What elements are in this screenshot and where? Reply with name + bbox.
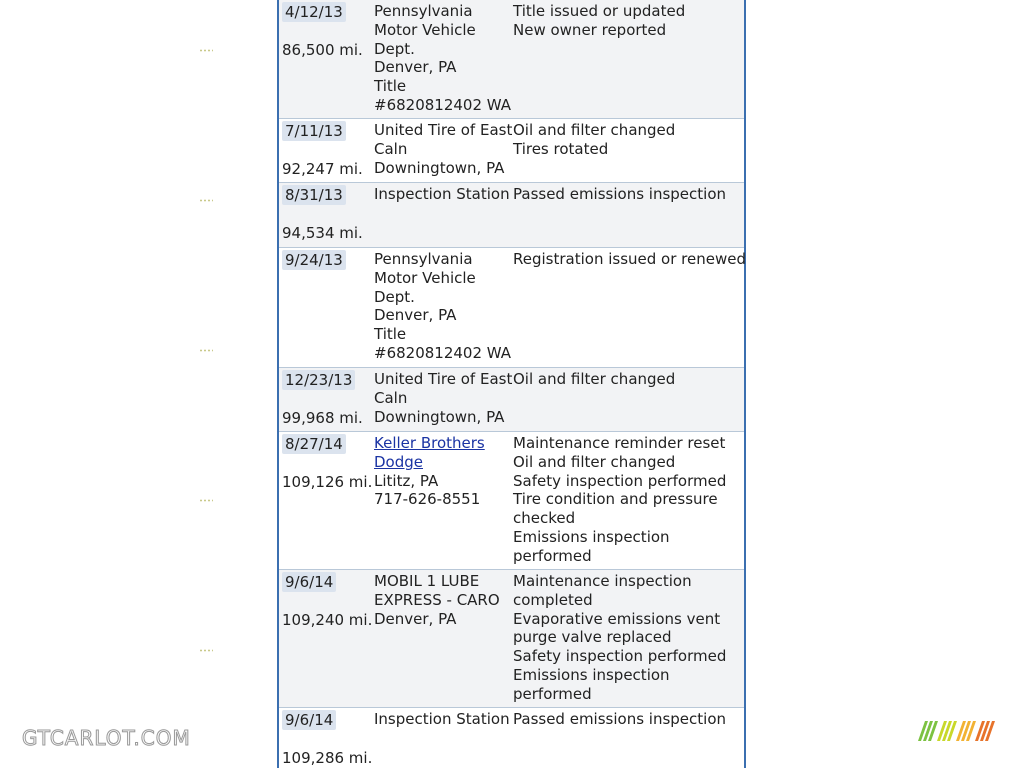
- record-details: [513, 572, 743, 704]
- detail-line: Safety inspection performed: [513, 647, 727, 666]
- side-dot: [199, 49, 213, 52]
- source-line: MOBIL 1 LUBE: [374, 572, 480, 590]
- record-mileage: 109,286 mi.: [282, 749, 373, 767]
- record-source: [374, 370, 514, 426]
- detail-line: Tire condition and pressure: [513, 490, 718, 509]
- record-source: [374, 185, 514, 204]
- record-details: [513, 2, 743, 40]
- record-date-column: [281, 570, 373, 707]
- source-line: Caln: [374, 388, 408, 407]
- record-date: 8/27/14: [282, 434, 346, 454]
- source-line: Inspection Station: [374, 710, 510, 728]
- vehicle-history-table: [277, 0, 746, 768]
- brand-logo-icon: [918, 720, 998, 742]
- record-source: [374, 434, 514, 509]
- record-source: [374, 121, 514, 177]
- dealer-link[interactable]: Dodge: [374, 452, 423, 471]
- detail-line: completed: [513, 590, 593, 609]
- detail-line: Oil and filter changed: [513, 370, 676, 388]
- source-line: Title: [374, 77, 407, 96]
- detail-line: Maintenance inspection: [513, 572, 692, 590]
- source-line: Downingtown, PA: [374, 158, 505, 177]
- record-source: [374, 572, 514, 628]
- record-mileage: 92,247 mi.: [282, 160, 363, 178]
- record-details: [513, 121, 743, 159]
- record-date: 9/6/14: [282, 572, 336, 592]
- record-date-column: [281, 432, 373, 569]
- record-mileage: 99,968 mi.: [282, 409, 363, 427]
- detail-line: Passed emissions inspection: [513, 185, 727, 203]
- detail-line: Registration issued or renewed: [513, 250, 746, 268]
- record-date: 12/23/13: [282, 370, 355, 390]
- source-line: Caln: [374, 139, 408, 158]
- record-date-column: [281, 0, 373, 118]
- record-source: [374, 710, 514, 729]
- record-date-column: [281, 708, 373, 768]
- detail-line: Passed emissions inspection: [513, 710, 727, 728]
- side-dot: [199, 349, 213, 352]
- detail-line: Maintenance reminder reset: [513, 434, 726, 452]
- detail-line: Emissions inspection: [513, 527, 670, 546]
- source-line: #6820812402 WA: [374, 95, 512, 114]
- source-line: Lititz, PA: [374, 471, 439, 490]
- history-record: [279, 248, 744, 368]
- source-line: Motor Vehicle: [374, 268, 476, 287]
- source-line: Pennsylvania: [374, 250, 473, 268]
- source-line: Title: [374, 325, 407, 344]
- detail-line: Evaporative emissions vent: [513, 609, 721, 628]
- history-record: [279, 119, 744, 183]
- record-date: 4/12/13: [282, 2, 346, 22]
- history-record: [279, 0, 744, 119]
- source-line: Downingtown, PA: [374, 407, 505, 426]
- history-record: [279, 432, 744, 570]
- record-date-column: [281, 248, 373, 367]
- dealer-phone: 717-626-8551: [374, 490, 481, 509]
- source-line: Denver, PA: [374, 306, 457, 325]
- detail-line: performed: [513, 546, 592, 565]
- source-line: #6820812402 WA: [374, 343, 512, 362]
- record-date: 8/31/13: [282, 185, 346, 205]
- record-mileage: 86,500 mi.: [282, 41, 363, 59]
- detail-line: Title issued or updated: [513, 2, 686, 20]
- detail-line: Safety inspection performed: [513, 471, 727, 490]
- history-record: [279, 708, 744, 768]
- record-source: [374, 250, 514, 363]
- side-dot: [199, 499, 213, 502]
- source-line: Dept.: [374, 39, 415, 58]
- source-line: EXPRESS - CARO: [374, 590, 500, 609]
- site-watermark: GTCARLOT.COM: [22, 726, 191, 750]
- record-details: [513, 185, 743, 204]
- source-line: Motor Vehicle: [374, 20, 476, 39]
- detail-line: Tires rotated: [513, 139, 609, 158]
- record-mileage: 109,126 mi.: [282, 473, 373, 491]
- side-dot: [199, 199, 213, 202]
- record-details: [513, 434, 743, 566]
- brand-stripes: [918, 721, 995, 741]
- record-details: [513, 710, 743, 729]
- record-date-column: [281, 368, 373, 431]
- detail-line: Oil and filter changed: [513, 121, 676, 139]
- source-line: Denver, PA: [374, 609, 457, 628]
- record-date: 7/11/13: [282, 121, 346, 141]
- detail-line: performed: [513, 684, 592, 703]
- record-date-column: [281, 119, 373, 182]
- source-line: Dept.: [374, 287, 415, 306]
- record-date: 9/6/14: [282, 710, 336, 730]
- source-line: United Tire of East: [374, 121, 513, 139]
- source-line: Inspection Station: [374, 185, 510, 203]
- record-source: [374, 2, 514, 115]
- history-record: [279, 183, 744, 248]
- record-mileage: 109,240 mi.: [282, 611, 373, 629]
- record-details: [513, 370, 743, 389]
- source-line: Denver, PA: [374, 58, 457, 77]
- detail-line: Emissions inspection: [513, 665, 670, 684]
- record-date: 9/24/13: [282, 250, 346, 270]
- detail-line: checked: [513, 509, 576, 528]
- detail-line: New owner reported: [513, 20, 667, 39]
- history-record: [279, 570, 744, 708]
- history-record: [279, 368, 744, 432]
- record-details: [513, 250, 746, 269]
- dealer-link[interactable]: Keller Brothers: [374, 434, 485, 452]
- side-dot: [199, 649, 213, 652]
- detail-line: purge valve replaced: [513, 628, 672, 647]
- record-date-column: [281, 183, 373, 247]
- record-mileage: 94,534 mi.: [282, 224, 363, 242]
- source-line: Pennsylvania: [374, 2, 473, 20]
- detail-line: Oil and filter changed: [513, 452, 676, 471]
- source-line: United Tire of East: [374, 370, 513, 388]
